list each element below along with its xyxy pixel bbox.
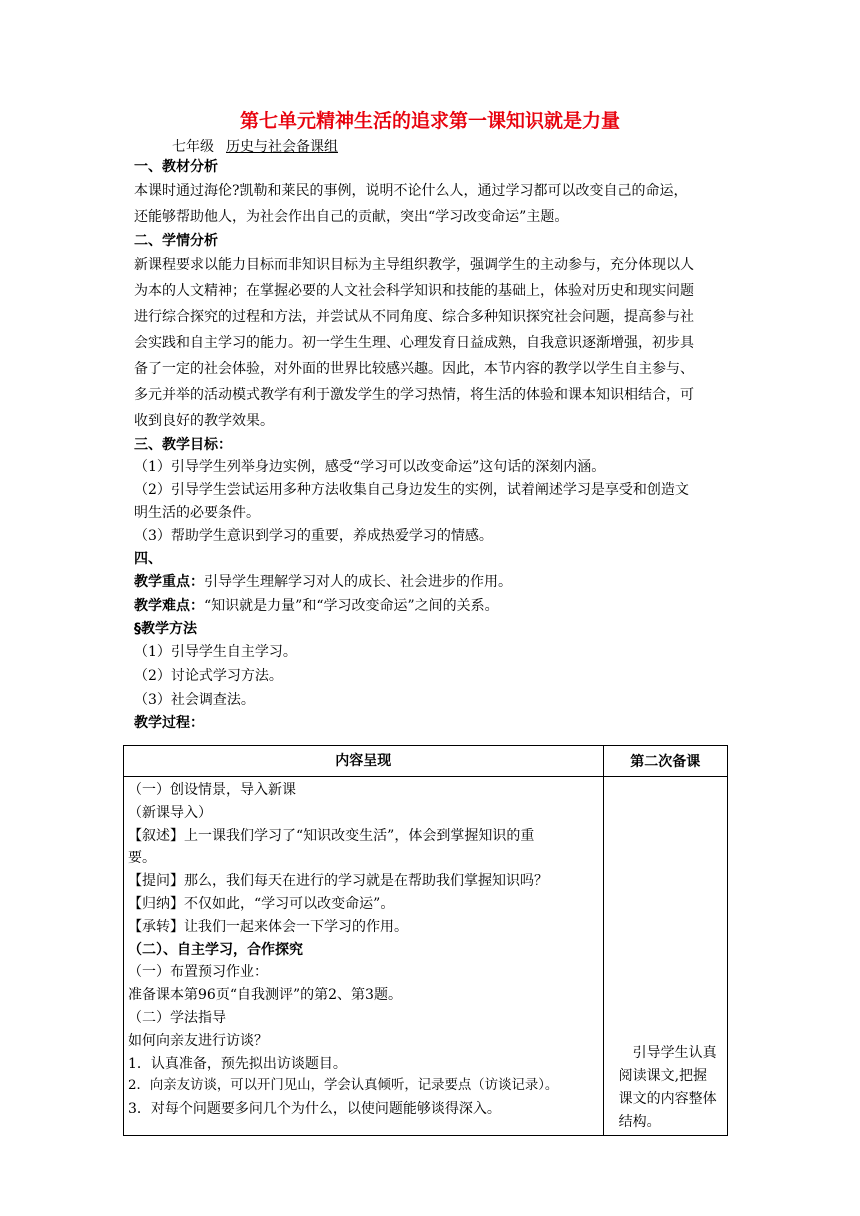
paragraph-line: 进行综合探究的过程和方法，并尝试从不同角度、综合多种知识探究社会问题，提高参与社 xyxy=(134,309,694,325)
goal-item: （1）引导学生列举身边实例，感受“学习可以改变命运”这句话的深刻内涵。 xyxy=(134,459,606,475)
process-table xyxy=(123,745,728,1136)
content-line: 3．对每个问题要多问几个为什么，以使问题能够谈得深入。 xyxy=(128,1101,501,1118)
key-point-label: 教学重点： xyxy=(134,574,204,590)
document-title: 第七单元精神生活的追求第一课知识就是力量 xyxy=(239,110,620,132)
content-line: （二）、自主学习，合作探究 xyxy=(128,941,303,958)
difficult-point xyxy=(134,594,734,618)
paragraph-line: 收到良好的教学效果。 xyxy=(134,413,274,429)
section-heading-textbook: 一、教材分析 xyxy=(134,159,218,175)
content-cell xyxy=(124,777,604,1136)
document-body xyxy=(134,156,734,734)
content-line: （一）创设情景，导入新课 xyxy=(128,782,296,798)
table-header-second-prep: 第二次备课 xyxy=(603,746,727,777)
second-prep-note: 引导学生认真阅读课文,把握课文的内容整体结构。 xyxy=(618,1045,717,1130)
subtitle xyxy=(172,136,338,156)
paragraph-line: 备了一定的社会体验，对外面的世界比较感兴趣。因此，本节内容的教学以学生自主参与、 xyxy=(134,361,694,377)
section-heading-students: 二、学情分析 xyxy=(134,233,218,249)
content-line: 如何向亲友进行访谈？ xyxy=(128,1032,268,1049)
paragraph-line: 本课时通过海伦?凯勒和莱民的事例，说明不论什么人，通过学习都可以改变自己的命运， xyxy=(134,183,688,199)
method-item: （1）引导学生自主学习。 xyxy=(134,644,297,660)
goal-item: （2）引导学生尝试运用多种方法收集自己身边发生的实例，试着阐述学习是享受和创造文 xyxy=(134,482,689,498)
method-item: （3）社会调查法。 xyxy=(134,692,255,708)
key-point xyxy=(134,570,734,594)
goal-item: （3）帮助学生意识到学习的重要，养成热爱学习的情感。 xyxy=(134,528,493,544)
paragraph-line: 多元并举的活动模式教学有利于激发学生的学习热情，将生活的体验和课本知识相结合，可 xyxy=(134,387,694,403)
paragraph-line: 会实践和自主学习的能力。初一学生生理、心理发育日益成熟，自我意识逐渐增强，初步具 xyxy=(134,335,694,351)
goal-item: 明生活的必要条件。 xyxy=(134,505,260,521)
section-heading-method: §教学方法 xyxy=(134,621,197,637)
paragraph-line: 为本的人文精神；在掌握必要的人文社会科学知识和技能的基础上，体验对历史和现实问题 xyxy=(134,283,694,299)
table-row xyxy=(124,777,728,1136)
content-line: 【归纳】不仅如此，“学习可以改变命运”。 xyxy=(128,895,395,912)
table-header-content: 内容呈现 xyxy=(124,746,604,777)
grade-label: 七年级 xyxy=(172,139,214,155)
content-line: （二）学法指导 xyxy=(128,1009,226,1026)
section-heading-four: 四、 xyxy=(134,551,162,567)
content-line: 【叙述】上一课我们学习了“知识改变生活”，体会到掌握知识的重 xyxy=(128,827,535,844)
org-label: 历史与社会备课组 xyxy=(226,139,338,155)
difficult-point-text: “知识就是力量”和“学习改变命运”之间的关系。 xyxy=(204,598,499,614)
content-line: 【承转】让我们一起来体会一下学习的作用。 xyxy=(128,918,408,935)
content-line: （新课导入） xyxy=(128,804,212,821)
content-line: 1．认真准备，预先拟出访谈题目。 xyxy=(128,1055,347,1072)
content-line: 2．向亲友访谈，可以开门见山，学会认真倾听，记录要点（访谈记录）。 xyxy=(128,1078,559,1094)
method-item: （2）讨论式学习方法。 xyxy=(134,668,283,684)
content-line: 要。 xyxy=(128,850,156,867)
key-point-text: 引导学生理解学习对人的成长、社会进步的作用。 xyxy=(204,574,512,590)
content-line: （一）布置预习作业： xyxy=(128,964,268,981)
table-header-row xyxy=(124,746,728,777)
paragraph-line: 还能够帮助他人，为社会作出自己的贡献，突出“学习改变命运”主题。 xyxy=(134,209,569,225)
difficult-point-label: 教学难点： xyxy=(134,598,204,614)
section-heading-process: 教学过程： xyxy=(134,715,204,731)
content-line: 准备课本第96页“自我测评”的第2、第3题。 xyxy=(128,987,402,1004)
paragraph-line: 新课程要求以能力目标而非知识目标为主导组织教学，强调学生的主动参与，充分体现以人 xyxy=(134,257,694,273)
section-heading-goals: 三、教学目标： xyxy=(134,437,232,453)
second-prep-cell xyxy=(603,777,727,1136)
content-line: 【提问】那么，我们每天在进行的学习就是在帮助我们掌握知识吗？ xyxy=(128,873,548,890)
